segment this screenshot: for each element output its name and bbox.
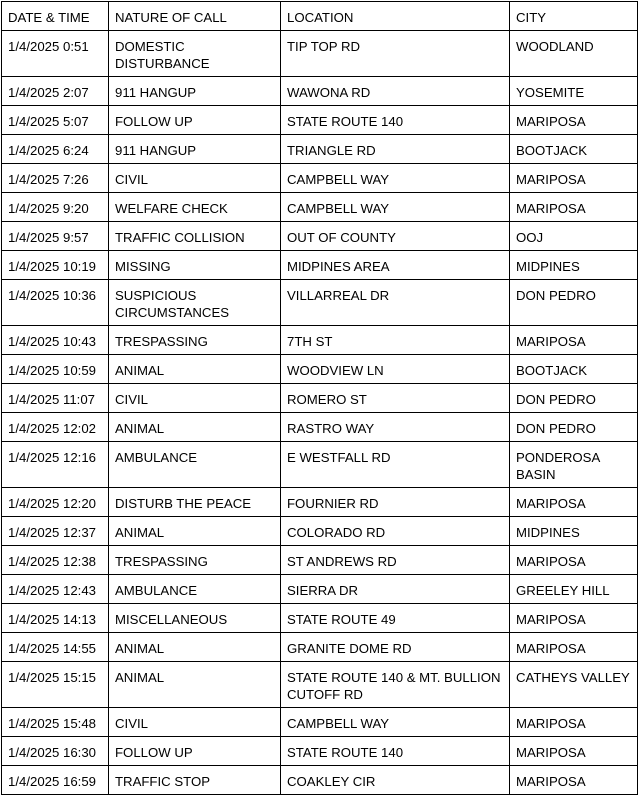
cell-location: ST ANDREWS RD	[281, 546, 510, 575]
cell-location: COLORADO RD	[281, 517, 510, 546]
table-row	[2, 546, 638, 575]
table-row	[2, 106, 638, 135]
table-row	[2, 633, 638, 662]
cell-date-time: 1/4/2025 10:19	[2, 251, 109, 280]
cell-location: ROMERO ST	[281, 384, 510, 413]
table-row	[2, 442, 638, 488]
cell-location: TIP TOP RD	[281, 31, 510, 77]
cell-nature-of-call: TRESPASSING	[109, 326, 281, 355]
cell-date-time: 1/4/2025 9:20	[2, 193, 109, 222]
cell-city: OOJ	[510, 222, 638, 251]
cell-location: E WESTFALL RD	[281, 442, 510, 488]
cell-city: MARIPOSA	[510, 193, 638, 222]
table-row	[2, 604, 638, 633]
cell-date-time: 1/4/2025 15:15	[2, 662, 109, 708]
cell-nature-of-call: ANIMAL	[109, 413, 281, 442]
cell-date-time: 1/4/2025 15:48	[2, 708, 109, 737]
cell-nature-of-call: MISCELLANEOUS	[109, 604, 281, 633]
cell-location: STATE ROUTE 140	[281, 737, 510, 766]
cell-nature-of-call: AMBULANCE	[109, 575, 281, 604]
cell-city: WOODLAND	[510, 31, 638, 77]
cell-date-time: 1/4/2025 6:24	[2, 135, 109, 164]
cell-city: BOOTJACK	[510, 355, 638, 384]
cell-location: STATE ROUTE 49	[281, 604, 510, 633]
table-row	[2, 222, 638, 251]
cell-nature-of-call: ANIMAL	[109, 355, 281, 384]
cell-date-time: 1/4/2025 12:02	[2, 413, 109, 442]
cell-nature-of-call: 911 HANGUP	[109, 135, 281, 164]
cell-location: 7TH ST	[281, 326, 510, 355]
cell-date-time: 1/4/2025 10:59	[2, 355, 109, 384]
cell-city: PONDEROSA BASIN	[510, 442, 638, 488]
cell-date-time: 1/4/2025 7:26	[2, 164, 109, 193]
cell-nature-of-call: TRAFFIC STOP	[109, 766, 281, 795]
table-row	[2, 164, 638, 193]
cell-date-time: 1/4/2025 16:59	[2, 766, 109, 795]
cell-city: CATHEYS VALLEY	[510, 662, 638, 708]
cell-nature-of-call: FOLLOW UP	[109, 106, 281, 135]
table-row	[2, 280, 638, 326]
cell-nature-of-call: ANIMAL	[109, 662, 281, 708]
cell-city: GREELEY HILL	[510, 575, 638, 604]
cell-city: YOSEMITE	[510, 77, 638, 106]
cell-nature-of-call: CIVIL	[109, 708, 281, 737]
cell-nature-of-call: TRESPASSING	[109, 546, 281, 575]
cell-date-time: 1/4/2025 12:38	[2, 546, 109, 575]
cell-date-time: 1/4/2025 12:20	[2, 488, 109, 517]
cell-nature-of-call: WELFARE CHECK	[109, 193, 281, 222]
cell-location: CAMPBELL WAY	[281, 708, 510, 737]
cell-location: WAWONA RD	[281, 77, 510, 106]
cell-location: STATE ROUTE 140	[281, 106, 510, 135]
cell-city: MARIPOSA	[510, 604, 638, 633]
cell-city: MIDPINES	[510, 251, 638, 280]
cell-city: MARIPOSA	[510, 737, 638, 766]
header-date-time: DATE & TIME	[2, 2, 109, 31]
cell-nature-of-call: CIVIL	[109, 164, 281, 193]
cell-date-time: 1/4/2025 5:07	[2, 106, 109, 135]
cell-date-time: 1/4/2025 12:37	[2, 517, 109, 546]
table-row	[2, 413, 638, 442]
cell-nature-of-call: ANIMAL	[109, 517, 281, 546]
cell-date-time: 1/4/2025 0:51	[2, 31, 109, 77]
cell-nature-of-call: ANIMAL	[109, 633, 281, 662]
cell-date-time: 1/4/2025 10:43	[2, 326, 109, 355]
table-header	[2, 2, 638, 31]
cell-nature-of-call: 911 HANGUP	[109, 77, 281, 106]
cell-nature-of-call: FOLLOW UP	[109, 737, 281, 766]
cell-city: MARIPOSA	[510, 546, 638, 575]
cell-city: DON PEDRO	[510, 413, 638, 442]
table-row	[2, 384, 638, 413]
cell-nature-of-call: SUSPICIOUS CIRCUMSTANCES	[109, 280, 281, 326]
cell-date-time: 1/4/2025 14:55	[2, 633, 109, 662]
cell-city: DON PEDRO	[510, 384, 638, 413]
cell-location: COAKLEY CIR	[281, 766, 510, 795]
cell-date-time: 1/4/2025 9:57	[2, 222, 109, 251]
table-row	[2, 766, 638, 795]
header-row	[2, 2, 638, 31]
call-log-table	[1, 1, 638, 795]
cell-location: RASTRO WAY	[281, 413, 510, 442]
cell-city: BOOTJACK	[510, 135, 638, 164]
cell-date-time: 1/4/2025 12:16	[2, 442, 109, 488]
cell-nature-of-call: TRAFFIC COLLISION	[109, 222, 281, 251]
table-row	[2, 517, 638, 546]
table-row	[2, 326, 638, 355]
header-location: LOCATION	[281, 2, 510, 31]
table-row	[2, 251, 638, 280]
table-row	[2, 135, 638, 164]
cell-location: FOURNIER RD	[281, 488, 510, 517]
cell-city: DON PEDRO	[510, 280, 638, 326]
table-row	[2, 31, 638, 77]
cell-city: MARIPOSA	[510, 164, 638, 193]
table-row	[2, 708, 638, 737]
table-row	[2, 488, 638, 517]
cell-date-time: 1/4/2025 10:36	[2, 280, 109, 326]
cell-nature-of-call: DISTURB THE PEACE	[109, 488, 281, 517]
header-nature-of-call: NATURE OF CALL	[109, 2, 281, 31]
cell-date-time: 1/4/2025 2:07	[2, 77, 109, 106]
table-row	[2, 662, 638, 708]
cell-city: MIDPINES	[510, 517, 638, 546]
cell-city: MARIPOSA	[510, 633, 638, 662]
table-row	[2, 77, 638, 106]
cell-nature-of-call: DOMESTIC DISTURBANCE	[109, 31, 281, 77]
table-row	[2, 193, 638, 222]
cell-nature-of-call: AMBULANCE	[109, 442, 281, 488]
cell-city: MARIPOSA	[510, 766, 638, 795]
table-row	[2, 575, 638, 604]
cell-location: GRANITE DOME RD	[281, 633, 510, 662]
table-body	[2, 31, 638, 795]
cell-date-time: 1/4/2025 14:13	[2, 604, 109, 633]
cell-nature-of-call: CIVIL	[109, 384, 281, 413]
cell-city: MARIPOSA	[510, 326, 638, 355]
cell-location: CAMPBELL WAY	[281, 193, 510, 222]
cell-date-time: 1/4/2025 11:07	[2, 384, 109, 413]
cell-location: MIDPINES AREA	[281, 251, 510, 280]
cell-date-time: 1/4/2025 12:43	[2, 575, 109, 604]
header-city: CITY	[510, 2, 638, 31]
cell-location: OUT OF COUNTY	[281, 222, 510, 251]
cell-location: STATE ROUTE 140 & MT. BULLION CUTOFF RD	[281, 662, 510, 708]
cell-location: SIERRA DR	[281, 575, 510, 604]
cell-location: WOODVIEW LN	[281, 355, 510, 384]
cell-nature-of-call: MISSING	[109, 251, 281, 280]
cell-location: TRIANGLE RD	[281, 135, 510, 164]
table-row	[2, 737, 638, 766]
table-row	[2, 355, 638, 384]
cell-city: MARIPOSA	[510, 106, 638, 135]
cell-location: VILLARREAL DR	[281, 280, 510, 326]
cell-city: MARIPOSA	[510, 488, 638, 517]
cell-location: CAMPBELL WAY	[281, 164, 510, 193]
cell-date-time: 1/4/2025 16:30	[2, 737, 109, 766]
cell-city: MARIPOSA	[510, 708, 638, 737]
